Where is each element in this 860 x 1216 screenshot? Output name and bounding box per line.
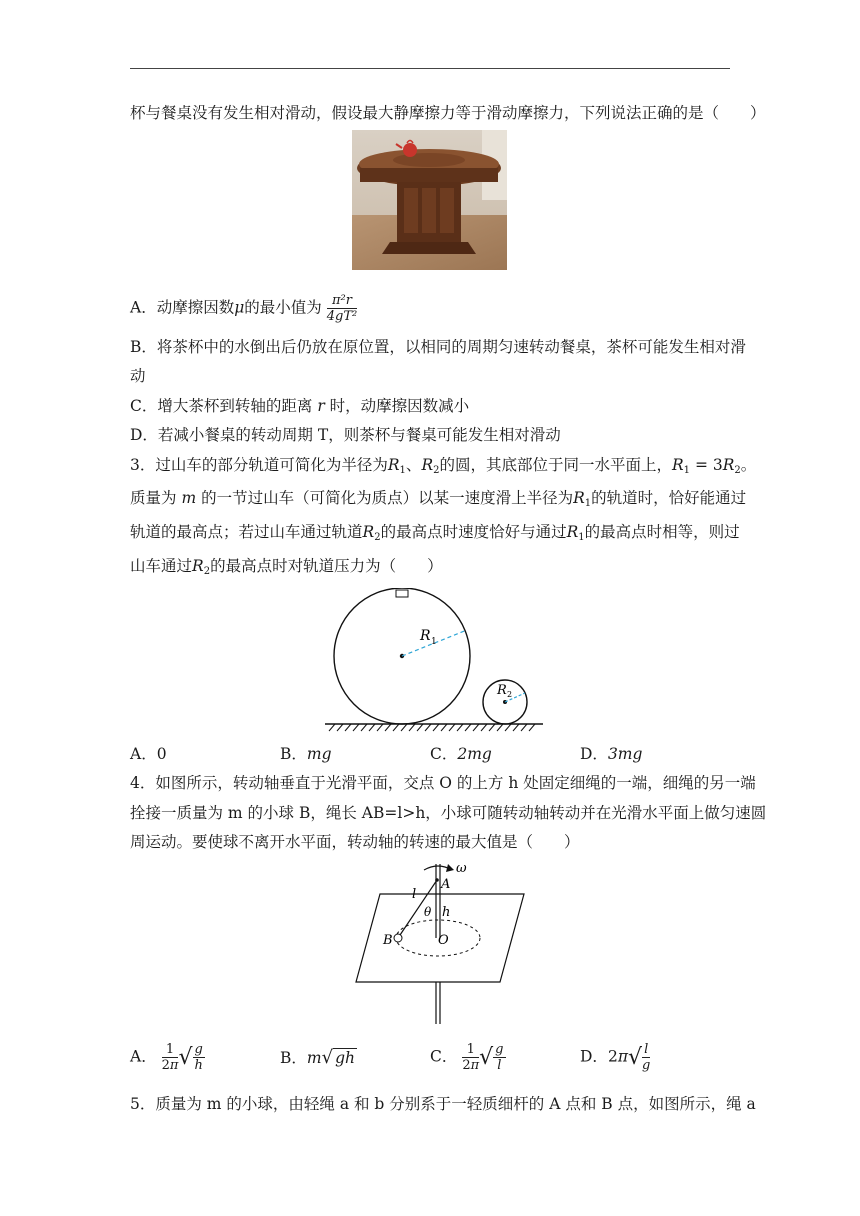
q3-option-a: A．0 [130, 745, 167, 763]
q2-option-b-line2: 动 [130, 367, 146, 385]
q3-stem-line2: 质量为 m 的一节过山车（可简化为质点）以某一速度滑上半径为$R_1$的轨道时，恰好能通过 [130, 489, 747, 509]
fraction-pi2r-over-4gT2: $\frac{\text{π²r}}{\text{4gT²}}$ [326, 293, 358, 324]
q4-option-a: A． $\frac{1}{2\pi}$ √ $\frac{g}{h}$ [130, 1042, 203, 1073]
q3-option-b: B．mg [280, 745, 332, 763]
height-h-label: h [442, 905, 451, 920]
point-a-label: A [441, 877, 451, 892]
omega-label: ω [456, 861, 467, 876]
q4-option-b: B．m√ gh [280, 1047, 355, 1068]
theta-label: θ [424, 905, 432, 919]
q2-option-b-line1: B．将茶杯中的水倒出后仍放在原位置，以相同的周期匀速转动餐桌，茶杯可能发生相对滑 [130, 338, 746, 356]
svg-text:1: 1 [431, 637, 437, 647]
point-o-label: O [438, 933, 449, 948]
ball-b-label: B [383, 933, 393, 948]
q2-stem-line: 杯与餐桌没有发生相对滑动，假设最大静摩擦力等于滑动摩擦力，下列说法正确的是（ ） [130, 104, 766, 122]
length-l-label: l [412, 887, 417, 902]
q2-option-a: A．动摩擦因数μ的最小值为 $\frac{\text{π²r}}{\text{4gT²}}$ [130, 293, 358, 324]
q4-stem-line2: 拴接一质量为 m 的小球 B，绳长 AB=l>h，小球可随转动轴转动并在光滑水平面上做匀速圆 [130, 804, 767, 822]
q5-stem-line1: 5．质量为 m 的小球，由轻绳 a 和 b 分别系于一轻质细杆的 A 点和 B 点，如图所示，绳 a [130, 1095, 756, 1113]
q4-stem-line1: 4．如图所示，转动轴垂直于光滑平面，交点 O 的上方 h 处固定细绳的一端，细绳的另一端 [130, 774, 756, 792]
q4-option-c: C． $\frac{1}{2\pi}$ √ $\frac{g}{l}$ [430, 1042, 504, 1073]
r2-label: R [497, 683, 507, 698]
q3-option-d: D．3mg [580, 745, 643, 763]
q3-stem-line3: 轨道的最高点；若过山车通过轨道$R_2$的最高点时速度恰好与通过$R_1$的最高点时相等，则过 [130, 523, 740, 543]
q2-option-c: C．增大茶杯到转轴的距离 r 时，动摩擦因数减小 [130, 397, 470, 415]
header-rule [130, 68, 730, 69]
q3-stem-line4: 山车通过$R_2$的最高点时对轨道压力为（ ） [130, 557, 443, 577]
q2-option-d: D．若减小餐桌的转动周期 T，则茶杯与餐桌可能发生相对滑动 [130, 426, 561, 444]
svg-text:2: 2 [507, 690, 513, 699]
rotating-axis-diagram [350, 858, 530, 1028]
dining-table-photo [352, 130, 507, 270]
q3-stem-line1: 3．过山车的部分轨道可简化为半径为$R_1$、$R_2$的圆，其底部位于同一水平面上，$R_1 = 3R_2$。 [130, 456, 757, 476]
q4-stem-line3: 周运动。要使球不离开水平面，转动轴的转速的最大值是（ ） [130, 833, 580, 851]
roller-coaster-diagram [325, 588, 545, 736]
r1-label: R [420, 628, 431, 644]
q3-option-c: C．2mg [430, 745, 492, 763]
q4-option-d: D．2π√ $\frac{l}{g}$ [580, 1042, 651, 1073]
